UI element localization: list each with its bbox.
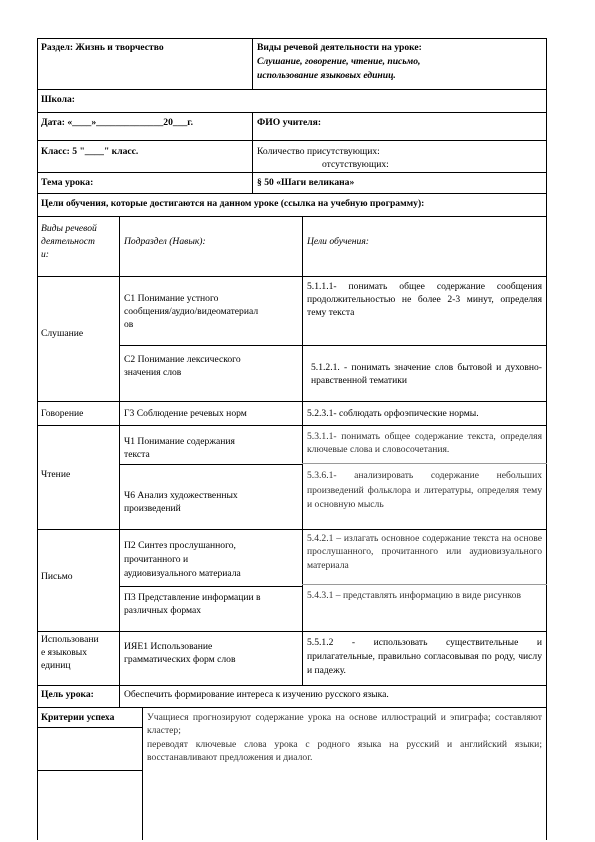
skill-line: различных формах [124, 605, 202, 616]
row-divider [37, 112, 547, 113]
row-divider [37, 216, 547, 217]
col-divider [302, 216, 303, 685]
activity-speaking: Говорение [41, 408, 84, 419]
row-divider [37, 770, 143, 771]
topic-label: Тема урока: [41, 177, 94, 188]
teacher-label: ФИО учителя: [257, 117, 322, 128]
col1-header-line: Виды речевой [41, 223, 97, 234]
table-border-right [546, 38, 547, 840]
skill-line: С1 Понимание устного [124, 293, 219, 304]
goal-text: 5.1.2.1. - понимать значение слов бытовой и духовно-нравственной тематики [311, 362, 542, 386]
skill-line: П3 Представление информации в [124, 592, 261, 603]
row-divider [37, 140, 547, 141]
col-divider [119, 685, 120, 707]
skill-line: Ч6 Анализ художественных [124, 490, 238, 501]
goal-text: 5.5.1.2 - использовать существительные и прилагательные, правильно согласовывая по роду, числу и падежу. [307, 637, 542, 676]
date-label: Дата: «____»______________20___г. [41, 117, 193, 128]
topic-value: § 50 «Шаги великана» [257, 177, 355, 188]
goal-text: 5.2.3.1- соблюдать орфоэпические нормы. [307, 408, 479, 419]
criteria-text: переводят ключевые слова урока с родного языка на русский и английский языки; восстанавливают предложения и диалог. [147, 739, 542, 763]
activity-writing: Письмо [41, 571, 73, 582]
row-divider [119, 345, 547, 346]
skill-line: ов [124, 319, 134, 330]
activity-language: единиц [41, 660, 71, 671]
skill-line: С2 Понимание лексического [124, 354, 241, 365]
activity-language: Использовани [41, 634, 99, 645]
activity-reading: Чтение [41, 469, 71, 480]
col-divider [252, 112, 253, 193]
skill-line: аудиовизуального материала [124, 568, 241, 579]
col-divider [119, 216, 120, 685]
row-divider [37, 685, 547, 686]
skill-line: ИЯЕ1 Использование [124, 641, 213, 652]
skill-line: произведений [124, 503, 181, 514]
criteria-text: Учащиеся прогнозируют содержание урока на основе иллюстраций и эпиграфа; составляют кластер; [147, 712, 542, 736]
col1-header-line: и: [41, 249, 49, 260]
absent-count-label: отсутствующих: [322, 159, 389, 170]
activities-line: Слушание, говорение, чтение, письмо, [257, 56, 421, 67]
class-label: Класс: 5 "____" класс. [41, 146, 139, 157]
activities-title: Виды речевой деятельности на уроке: [257, 42, 422, 53]
activities-line: использование языковых единиц. [257, 70, 396, 81]
row-divider [119, 464, 303, 465]
goal-text: 5.4.3.1 – представлять информацию в виде рисунков [307, 590, 521, 601]
skill-line: грамматических форм слов [124, 654, 236, 665]
row-divider [37, 425, 547, 426]
table-border-top [37, 38, 547, 39]
row-divider [37, 276, 547, 277]
col2-header: Подраздел (Навык): [124, 236, 206, 247]
school-label: Школа: [41, 94, 75, 105]
col3-header: Цели обучения: [307, 236, 369, 247]
table-border-left [37, 38, 38, 840]
col-divider [252, 38, 253, 89]
skill-line: Г3 Соблюдение речевых норм [124, 408, 247, 419]
row-divider [37, 727, 143, 728]
row-divider [37, 529, 547, 530]
row-divider [37, 89, 547, 90]
skill-line: текста [124, 449, 150, 460]
criteria-label: Критерии успеха [41, 712, 115, 723]
row-divider [37, 172, 547, 173]
goal-text: 5.4.2.1 – излагать основное содержание текста на основе прослушанного, прочитанного или аудиовизуального материала [307, 533, 542, 571]
skill-line: сообщения/аудио/видеоматериал [124, 306, 259, 317]
row-divider [119, 586, 303, 587]
row-divider [37, 631, 547, 632]
goals-heading: Цели обучения, которые достигаются на данном уроке (ссылка на учебную программу): [41, 198, 425, 209]
present-count-label: Количество присутствующих: [257, 146, 380, 157]
lesson-goal-label: Цель урока: [41, 689, 94, 700]
row-divider [37, 193, 547, 194]
row-divider-gray [302, 463, 547, 464]
activity-language: е языковых [41, 647, 88, 658]
skill-line: прочитанного и [124, 554, 189, 565]
skill-line: П2 Синтез прослушанного, [124, 540, 236, 551]
section-label: Раздел: Жизнь и творчество [41, 42, 164, 53]
skill-line: значения слов [124, 367, 182, 378]
row-divider [37, 707, 547, 708]
row-divider-gray [302, 584, 547, 585]
lesson-goal-value: Обеспечить формирование интереса к изучению русского языка. [124, 689, 389, 700]
goal-text: 5.3.6.1- анализировать содержание небольших произведений фольклора и литературы, определяя тему и основную мысль [307, 470, 542, 510]
activity-listening: Слушание [41, 328, 84, 339]
skill-line: Ч1 Понимание содержания [124, 436, 235, 447]
goal-text: 5.1.1.1- понимать общее содержание сообщения продолжительностью не более 2-3 минут, определяя тему текста [307, 281, 542, 318]
col1-header-line: деятельност [41, 236, 95, 247]
goal-text: 5.3.1.1- понимать общее содержание текста, определяя ключевые слова и словосочетания. [307, 431, 542, 455]
row-divider [37, 401, 547, 402]
